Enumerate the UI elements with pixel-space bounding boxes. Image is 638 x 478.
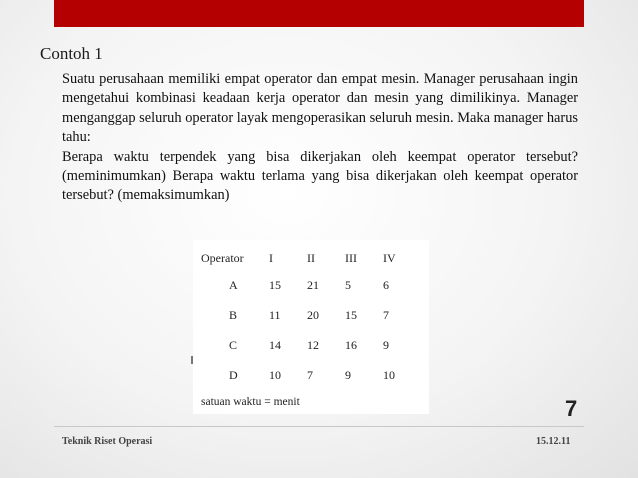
table-header-row (201, 246, 413, 270)
slide-body (62, 70, 578, 206)
table-cell: 9 (345, 367, 351, 382)
table-cell: 7 (307, 367, 313, 382)
table-cell: C (229, 337, 238, 352)
column-header: III (345, 250, 357, 265)
table-row (201, 300, 413, 330)
footer-course-title: Teknik Riset Operasi (62, 436, 153, 447)
table-cell: B (229, 307, 238, 322)
table-cell: 10 (269, 367, 281, 382)
footer-date: 15.12.11 (536, 436, 571, 447)
table-cell: 21 (307, 277, 319, 292)
page-number: 7 (565, 396, 578, 421)
table-cell: 7 (383, 307, 389, 322)
table-row (201, 360, 413, 390)
problem-paragraph: Suatu perusahaan memiliki empat operator dan empat mesin. Manager perusahaan ingin mengetahui kombinasi keadaan kerja operator dan mesin yang dimilikinya. Manager menganggap seluruh operator layak mengoperasikan seluruh mesin. Maka manager harus tahu: (62, 71, 578, 146)
table-cell: 5 (345, 277, 351, 292)
decorative-tick (191, 356, 193, 364)
table-cell: 6 (383, 277, 389, 292)
operator-machine-table (201, 246, 413, 390)
column-header: Operator (201, 250, 244, 265)
table-cell: 11 (269, 307, 281, 322)
table-cell: 16 (345, 337, 357, 352)
table-cell: 20 (307, 307, 319, 322)
table-row (201, 330, 413, 360)
table-cell: 12 (307, 337, 319, 352)
table-row (201, 270, 413, 300)
table-unit-note: satuan waktu = menit (201, 396, 300, 408)
table-cell: 15 (269, 277, 281, 292)
question-paragraph: Berapa waktu terpendek yang bisa dikerjakan oleh keempat operator tersebut? (meminimumkan) Berapa waktu terlama yang bisa dikerjakan oleh keempat operator tersebut? (memaksimumkan) (62, 148, 578, 204)
column-header: II (307, 250, 315, 265)
table-cell: 9 (383, 337, 389, 352)
table-cell: 14 (269, 337, 281, 352)
table-cell: 15 (345, 307, 357, 322)
slide-title: Contoh 1 (40, 44, 103, 63)
footer-divider (54, 426, 584, 427)
table-cell: D (229, 367, 238, 382)
column-header: I (269, 250, 273, 265)
header-accent-bar (54, 0, 584, 27)
table-cell: A (229, 277, 238, 292)
operator-machine-table-image (193, 240, 429, 414)
table-cell: 10 (383, 367, 395, 382)
column-header: IV (383, 250, 396, 265)
